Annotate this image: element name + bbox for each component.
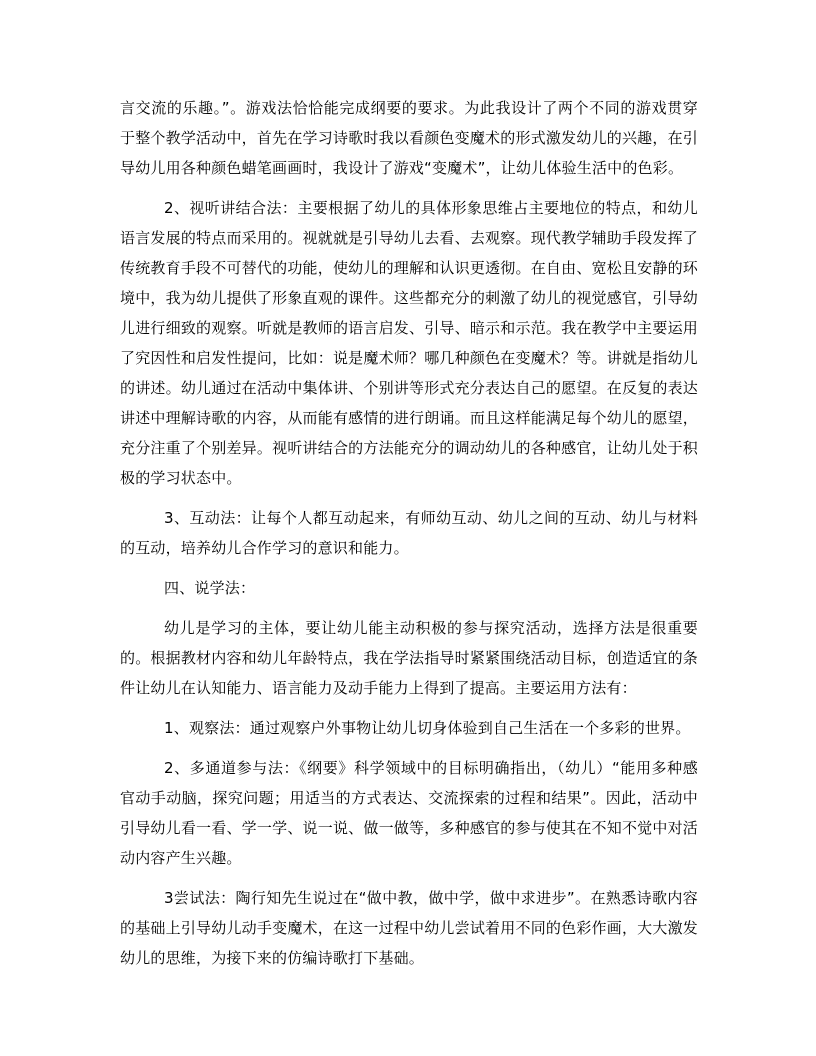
section-heading-learning-methods: 四、说学法： [164, 579, 256, 597]
paragraph-interaction-method: 3、互动法：让每个人都互动起来，有师幼互动、幼儿之间的互动、幼儿与材料的互动，培养幼儿合作学习的意识和能力。 [120, 509, 698, 557]
paragraph-game-method-continued: 言交流的乐趣。”。游戏法恰恰能完成纲要的要求。为此我设计了两个不同的游戏贯穿于整个教学活动中，首先在学习诗歌时我以看颜色变魔术的形式激发幼儿的兴趣，在引导幼儿用各种颜色蜡笔画画时，我设计了游戏“变魔术”，让幼儿体验生活中的色彩。 [120, 99, 698, 177]
paragraph-learning-intro: 幼儿是学习的主体，要让幼儿能主动积极的参与探究活动，选择方法是很重要的。根据教材内容和幼儿年龄特点，我在学法指导时紧紧围绕活动目标，创造适宜的条件让幼儿在认知能力、语言能力及动手能力上得到了提高。主要运用方法有： [120, 619, 698, 697]
paragraph-audio-visual-method: 2、视听讲结合法：主要根据了幼儿的具体形象思维占主要地位的特点，和幼儿语言发展的特点而采用的。视就就是引导幼儿去看、去观察。现代教学辅助手段发挥了传统教育手段不可替代的功能，使幼儿的理解和认识更透彻。在自由、宽松且安静的环境中，我为幼儿提供了形象直观的课件。这些都充分的刺激了幼儿的视觉感官，引导幼儿进行细致的观察。听就是教师的语言启发、引导、暗示和示范。我在教学中主要运用了究因性和启发性提问，比如：说是魔术师？哪几种颜色在变魔术？等。讲就是指幼儿的讲述。幼儿通过在活动中集体讲、个别讲等形式充分表达自己的愿望。在反复的表达讲述中理解诗歌的内容，从而能有感情的进行朗诵。而且这样能满足每个幼儿的愿望，充分注重了个别差异。视听讲结合的方法能充分的调动幼儿的各种感官，让幼儿处于积极的学习状态中。 [120, 199, 698, 487]
document-body [120, 93, 698, 973]
paragraph-trial-method: 3尝试法：陶行知先生说过在“做中教，做中学，做中求进步”。在熟悉诗歌内容的基础上引导幼儿动手变魔术，在这一过程中幼儿尝试着用不同的色彩作画，大大激发幼儿的思维，为接下来的仿编诗歌打下基础。 [120, 889, 698, 967]
paragraph-observation-method: 1、观察法：通过观察户外事物让幼儿切身体验到自己生活在一个多彩的世界。 [164, 719, 691, 737]
paragraph-multichannel-method: 2、多通道参与法：《纲要》科学领域中的目标明确指出，（幼儿）“能用多种感官动手动脑，探究问题；用适当的方式表达、交流探索的过程和结果”。因此，活动中引导幼儿看一看、学一学、说一说、做一做等，多种感官的参与使其在不知不觉中对活动内容产生兴趣。 [120, 759, 698, 867]
